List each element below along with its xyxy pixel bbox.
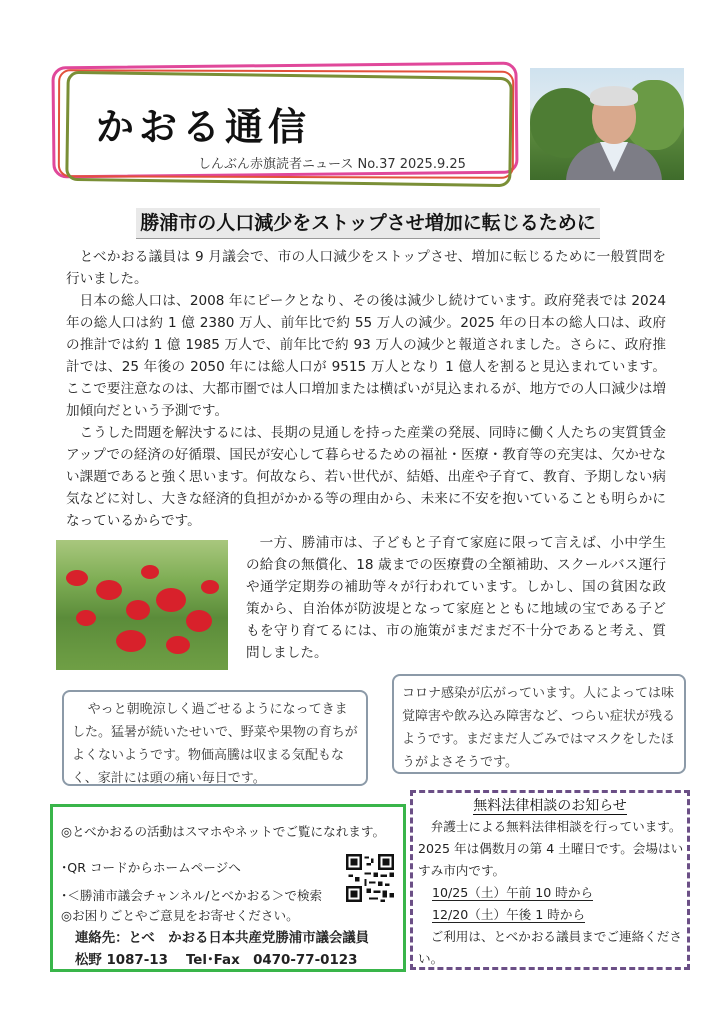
legal-title-text: 無料法律相談のお知らせ — [473, 798, 627, 814]
article-body — [66, 246, 666, 532]
legal-outro: ご利用は、とべかおる議員までご連絡ください。 — [418, 929, 682, 966]
covid-note-box — [392, 674, 686, 774]
legal-date — [418, 904, 684, 926]
legal-body — [418, 816, 684, 970]
qr-code-icon[interactable] — [346, 854, 394, 902]
weather-note-text: やっと朝晩涼しく過ごせるようになってきました。猛暑が続いたせいで、野菜や果物の育ちがよくないようです。物価高騰は収まる気配もなく、家計には頭の痛い毎日です。 — [72, 702, 358, 786]
legal-intro: 弁護士による無料法律相談を行っています。2025 年は偶数月の第 4 土曜日です。会場はいすみ市内です。 — [418, 819, 684, 878]
contact-phone: 松野 1087-13 Tel･Fax 0470-77-0123 — [75, 953, 358, 968]
portrait-photo — [530, 68, 684, 180]
newsletter-title: かおる通信 — [96, 105, 312, 149]
contact-line: ◎お困りごとやご意見をお寄せください。 — [61, 908, 299, 923]
contact-address: 連絡先：とべ かおる日本共産党勝浦市議会議員 — [75, 931, 370, 946]
article-paragraph: 日本の総人口は、2008 年にピークとなり、その後は減少し続けています。政府発表では 2024 年の総人口は約 1 億 2380 万人、前年比で約 55 万人の減少。2025 年の日本の総人口は、政府の推計では約 1 億 1985 万人で、前年比で約 93 万人の減少と報道されました。さらに、政府推計では、25 年後の 2050 年には総人口が 9515 万人となり 1 億人を割ると見込まれています。ここで要注意なのは、大都市圏では人口増加または横ばいが見込まれるが、地方での人口減少は増加傾向だという予測です。 — [66, 293, 666, 419]
article-paragraph: こうした問題を解決するには、長期の見通しを持った産業の発展、同時に働く人たちの実質賃金アップでの経済の好循環、国民が安心して暮らせるための福祉・医療・教育等の充実は、欠かせない課題であると強く思います。何故なら、若い世代が、結婚、出産や子育て、教育、予期しない病気などに対し、大きな経済的負担がかかる等の理由から、未来に不安を抱いていることも明らかになっているからです。 — [66, 425, 666, 529]
article-headline: 勝浦市の人口減少をストップさせ増加に転じるために — [136, 208, 600, 239]
article-paragraph: 一方、勝浦市は、子どもと子育て家庭に限って言えば、小中学生の給食の無償化、18 歳までの医療費の全額補助、スクールバス運行や通学定期券の補助等々が行われています。しかし、国の貧困な政策から、自治体が防波堤となって家庭とともに地域の宝である子どもを守り育てるには、市の施策がまだまだ不十分であると考え、質問しました。 — [246, 535, 666, 661]
legal-date-text: 10/25（土）午前 10 時から — [432, 885, 594, 900]
newsletter-subtitle: しんぶん赤旗読者ニュース No.37 2025.9.25 — [198, 157, 466, 172]
contact-line: ･QR コードからホームページへ — [61, 860, 241, 875]
article-paragraph: とべかおる議員は 9 月議会で、市の人口減少をストップさせ、増加に転じるために一般質問を行いました。 — [66, 249, 666, 287]
legal-title — [430, 795, 670, 815]
legal-date-text: 12/20（土）午後 1 時から — [432, 907, 586, 922]
contact-line: ◎とべかおるの活動はスマホやネットでご覧になれます。 — [61, 824, 386, 839]
article-side-text — [246, 532, 666, 664]
contact-line: ･＜勝浦市議会チャンネル/とべかおる＞で検索 — [61, 888, 323, 903]
legal-date — [418, 882, 684, 904]
covid-note-text: コロナ感染が広がっています。人によっては味覚障害や飲み込み障害など、つらい症状が残るようです。まだまだ人ごみではマスクをしたほうがよさそうです。 — [402, 686, 676, 770]
weather-note-box — [62, 690, 368, 786]
red-spider-lily-photo — [56, 540, 228, 670]
